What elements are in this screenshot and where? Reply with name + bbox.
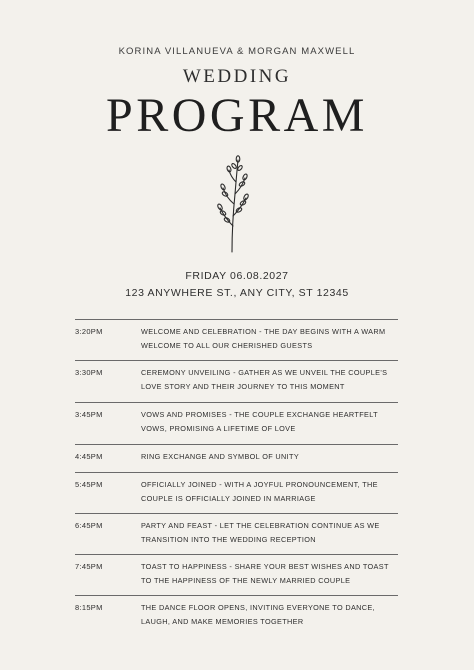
schedule-row — [75, 554, 398, 595]
program-title: PROGRAM — [106, 89, 368, 142]
schedule-time: 5:45PM — [75, 480, 103, 489]
schedule-time: 3:20PM — [75, 327, 103, 336]
schedule-time: 4:45PM — [75, 452, 103, 461]
event-address: 123 ANYWHERE ST., ANY CITY, ST 12345 — [125, 287, 349, 299]
schedule-row — [75, 360, 398, 402]
schedule-row — [75, 319, 398, 360]
event-date: FRIDAY 06.08.2027 — [185, 270, 289, 282]
schedule-description: PARTY AND FEAST - LET THE CELEBRATION CONTINUE AS WE TRANSITION INTO THE WEDDING RECEPTION — [141, 521, 380, 544]
schedule-description: WELCOME AND CELEBRATION - THE DAY BEGINS WITH A WARM WELCOME TO ALL OUR CHERISHED GUESTS — [141, 327, 386, 350]
schedule-time: 6:45PM — [75, 521, 103, 530]
schedule-description: THE DANCE FLOOR OPENS, INVITING EVERYONE TO DANCE, LAUGH, AND MAKE MEMORIES TOGETHER — [141, 603, 376, 626]
schedule-time: 7:45PM — [75, 562, 103, 571]
couple-names: KORINA VILLANUEVA & MORGAN MAXWELL — [118, 46, 356, 57]
schedule-row — [75, 513, 398, 554]
schedule-description: OFFICIALLY JOINED - WITH A JOYFUL PRONOUNCEMENT, THE COUPLE IS OFFICIALLY JOINED IN MARRIAGE — [141, 480, 378, 503]
schedule-row — [75, 402, 398, 444]
schedule-row — [75, 595, 398, 635]
schedule-time: 8:15PM — [75, 603, 103, 612]
schedule-description: RING EXCHANGE AND SYMBOL OF UNITY — [141, 452, 300, 461]
schedule-time: 3:30PM — [75, 368, 103, 377]
sprig-icon — [207, 154, 259, 254]
schedule-description: VOWS AND PROMISES - THE COUPLE EXCHANGE HEARTFELT VOWS, PROMISING A LIFETIME OF LOVE — [141, 410, 378, 433]
schedule-time: 3:45PM — [75, 410, 103, 419]
schedule-row — [75, 472, 398, 513]
schedule-description: CEREMONY UNVEILING - GATHER AS WE UNVEIL THE COUPLE'S LOVE STORY AND THEIR JOURNEY TO THIS MOMENT — [141, 368, 388, 391]
schedule-list — [75, 319, 398, 635]
schedule-row — [75, 444, 398, 472]
program-subtitle: WEDDING — [182, 66, 292, 87]
schedule-description: TOAST TO HAPPINESS - SHARE YOUR BEST WISHES AND TOAST TO THE HAPPINESS OF THE NEWLY MARRIED COUPLE — [141, 562, 389, 585]
